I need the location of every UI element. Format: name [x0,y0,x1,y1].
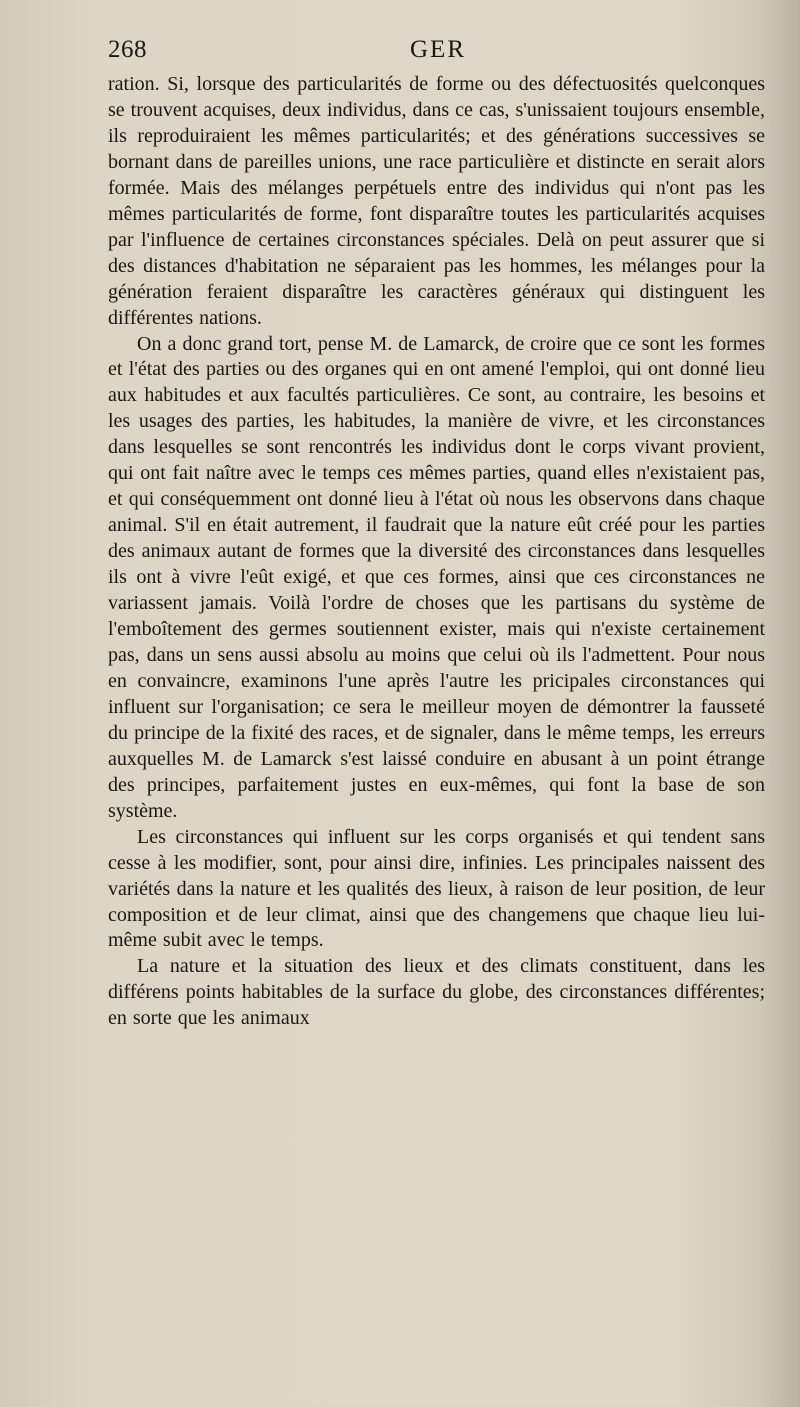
body-text [108,72,765,1032]
paragraph: Les circonstances qui influent sur les corps organisés et qui tendent sans cesse à les modifier, sont, pour ainsi dire, infinies. Les principales naissent des variétés dans la nature et les qualités des lieux, à raison de leur position, de leur composition et de leur climat, ainsi que des changemens que chaque lieu lui-même subit avec le temps. [108,825,765,952]
page-number: 268 [108,36,147,63]
paragraph: ration. Si, lorsque des particularités de forme ou des défectuosités quelconques se trouvent acquises, deux individus, dans ce cas, s'unissaient toujours ensemble, ils reproduiraient les mêmes particularités; et des générations successives se bornant dans de pareilles unions, une race particulière et distincte en serait alors formée. Mais des mélanges perpétuels entre des individus qui n'ont pas les mêmes particularités de forme, font disparaître toutes les particularités acquises par l'influence de certaines circonstances spéciales. Delà on peut assurer que si des distances d'habitation ne séparaient pas les hommes, les mélanges pour la génération feraient disparaître les caractères généraux qui distinguent les différentes nations. [108,73,765,329]
page-header [108,36,768,70]
paragraph: La nature et la situation des lieux et des climats constituent, dans les différens points habitables de la surface du globe, des circonstances différentes; en sorte que les animaux [108,955,765,1030]
paragraph: On a donc grand tort, pense M. de Lamarck, de croire que ce sont les formes et l'état des parties ou des organes qui en ont amené l'emploi, qui ont donné lieu aux habitudes et aux facultés particulières. Ce sont, au contraire, les besoins et les usages des parties, les habitudes, la manière de vivre, et les circonstances dans lesquelles se sont rencontrés les individus dont le corps vivant provient, qui ont fait naître avec le temps ces mêmes parties, quand elles n'existaient pas, et qui conséquemment ont donné lieu à l'état où nous les observons dans chaque animal. S'il en était autrement, il faudrait que la nature eût créé pour les parties des animaux autant de formes que la diversité des circonstances dans lesquelles ils ont à vivre l'eût exigé, et que ces formes, ainsi que ces circonstances ne variassent jamais. Voilà l'ordre de choses que les partisans du système de l'emboîtement des germes soutiennent exister, mais qui n'existe certainement pas, dans un sens aussi absolu au moins que celui où ils l'admettent. Pour nous en convaincre, examinons l'une après l'autre les pricipales circonstances qui influent sur l'organisation; ce sera le meilleur moyen de démontrer la fausseté du principe de la fixité des races, et de signaler, dans le même temps, les erreurs auxquelles M. de Lamarck s'est laissé conduire en abusant à un point étrange des principes, parfaitement justes en eux-mêmes, qui font la base de son système. [108,332,765,822]
running-head: GER [410,36,466,63]
